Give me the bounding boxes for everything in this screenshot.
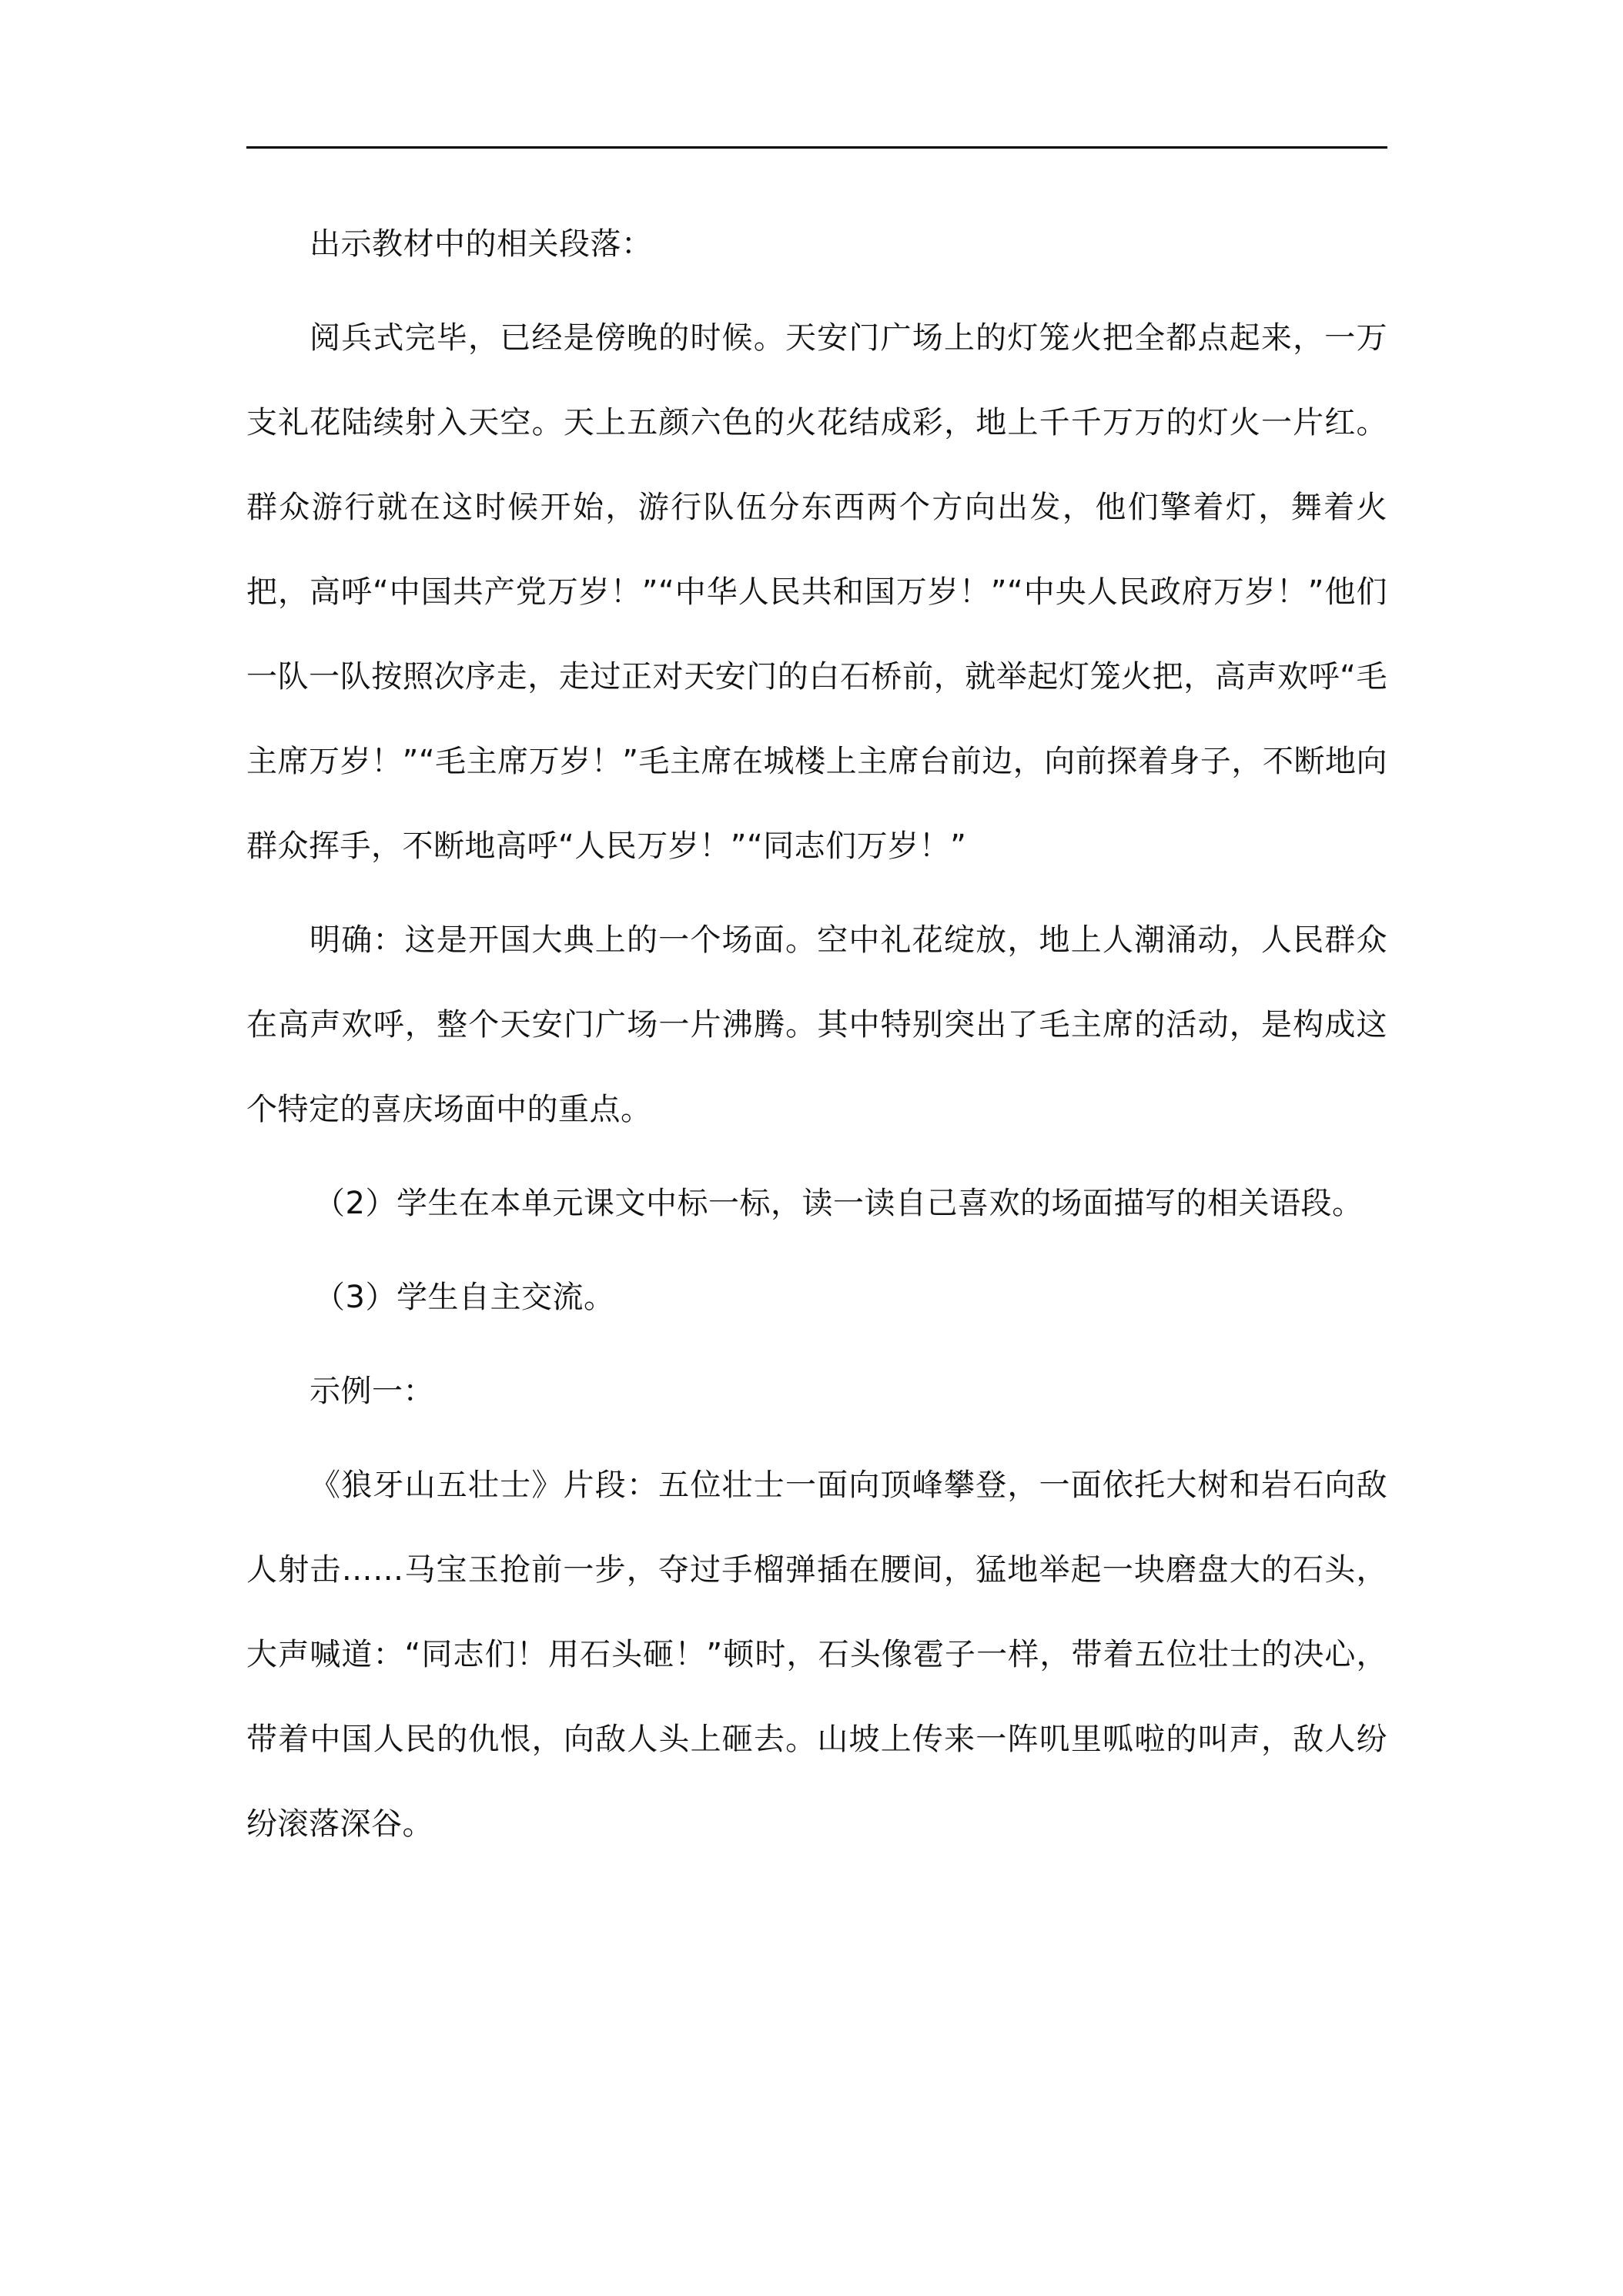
- paragraph-step-3: （3）学生自主交流。: [314, 1280, 615, 1315]
- document-body: [246, 202, 1387, 1866]
- paragraph-intro: 出示教材中的相关段落：: [310, 226, 653, 262]
- paragraph-excerpt-langyashan: 《狼牙山五壮士》片段：五位壮士一面向顶峰攀登，一面依托大树和岩石向敌人射击……马宝玉抢前一步，夺过手榴弹插在腰间，猛地举起一块磨盘大的石头，大声喊道：“同志们！用石头砸！”顿时，石头像雹子一样，带着五位壮士的决心，带着中国人民的仇恨，向敌人头上砸去。山坡上传来一阵叽里呱啦的叫声，敌人纷纷滚落深谷。: [246, 1468, 1387, 1842]
- paragraph-example-label: 示例一：: [310, 1374, 434, 1409]
- header-rule: [246, 146, 1387, 149]
- paragraph-explanation: 明确：这是开国大典上的一个场面。空中礼花绽放，地上人潮涌动，人民群众在高声欢呼，整个天安门广场一片沸腾。其中特别突出了毛主席的活动，是构成这个特定的喜庆场面中的重点。: [246, 922, 1387, 1127]
- paragraph-step-2: （2）学生在本单元课文中标一标，读一读自己喜欢的场面描写的相关语段。: [314, 1186, 1364, 1221]
- paragraph-excerpt-kaiguo-dadian: 阅兵式完毕，已经是傍晚的时候。天安门广场上的灯笼火把全都点起来，一万支礼花陆续射入天空。天上五颜六色的火花结成彩，地上千千万万的灯火一片红。群众游行就在这时候开始，游行队伍分东西两个方向出发，他们擎着灯，舞着火把，高呼“中国共产党万岁！”“中华人民共和国万岁！”“中央人民政府万岁！”他们一队一队按照次序走，走过正对天安门的白石桥前，就举起灯笼火把，高声欢呼“毛主席万岁！”“毛主席万岁！”毛主席在城楼上主席台前边，向前探着身子，不断地向群众挥手，不断地高呼“人民万岁！”“同志们万岁！”: [246, 320, 1387, 864]
